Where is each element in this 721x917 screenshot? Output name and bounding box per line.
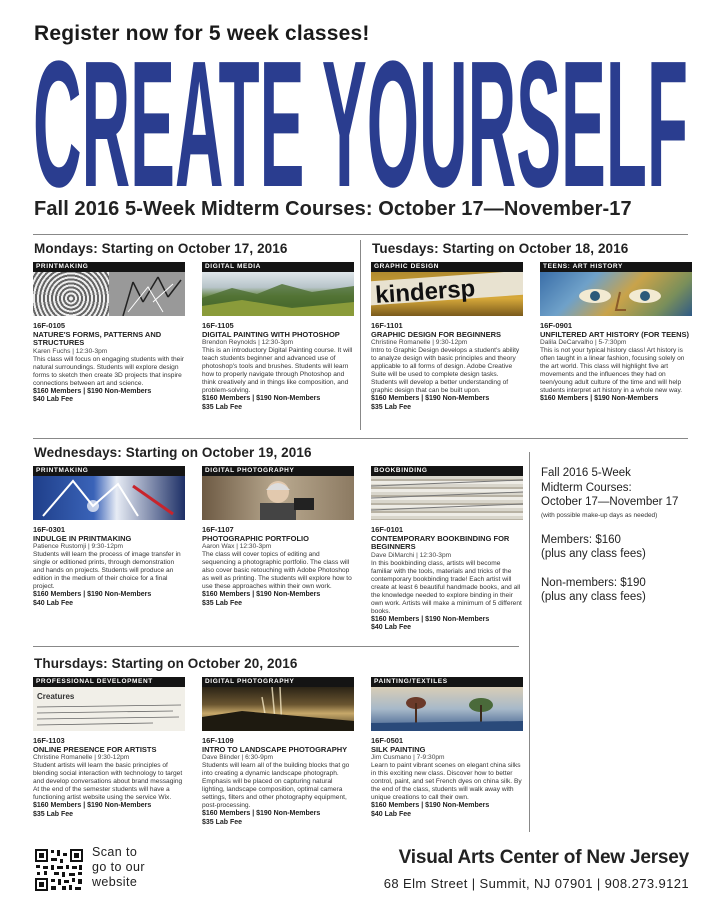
landscape-painting-image xyxy=(202,272,354,316)
course-title: SILK PAINTING xyxy=(371,744,426,754)
course-description: This class will focus on engaging students with their natural surroundings. Students will explore design forms to sketch then create 3D projects that inspire connections between art and science. xyxy=(33,355,184,387)
course-description: Student artists will learn the basic principles of blending social interaction with technology to target and develop conversations about brand messaging At the end of the semester students will have a functioning artist website using the service Wix. xyxy=(33,762,183,801)
course-instructor: Aaron Wax | 12:30-3pm xyxy=(202,543,272,550)
category-label: PRINTMAKING xyxy=(33,262,185,272)
waterfall-photo-image xyxy=(202,687,354,731)
qr-code-icon[interactable] xyxy=(34,848,84,892)
register-headline: Register now for 5 week classes! xyxy=(34,22,370,45)
course-card-16f-0901 xyxy=(540,262,692,404)
course-title: CONTEMPORARY BOOKBINDING FOR BEGINNERS xyxy=(371,533,510,551)
scan-text: website xyxy=(92,875,138,889)
course-price: $160 Members | $190 Non-Members xyxy=(33,802,152,809)
bookbinding-image xyxy=(371,476,523,520)
course-instructor: Christine Romanelle | 9:30-12pm xyxy=(33,754,130,761)
category-label: PRINTMAKING xyxy=(33,466,185,476)
course-price: $160 Members | $190 Non-Members xyxy=(202,395,321,402)
thumb-lettering: kindersp xyxy=(374,275,477,309)
course-price: $160 Members | $190 Non-Members xyxy=(371,615,490,623)
course-lab-fee: $40 Lab Fee xyxy=(33,396,74,403)
course-description: The class will cover topics of editing and sequencing a photographic portfolio. The class will also cover basic retouching with Adobe Photoshop as well as printing. The students will explore how to use these approaches within their own work. xyxy=(202,551,352,590)
day-heading-monday: Mondays: Starting on October 17, 2016 xyxy=(34,241,288,256)
sidebar-note: (with possible make-up days as needed) xyxy=(541,511,658,519)
category-label: DIGITAL PHOTOGRAPHY xyxy=(202,677,354,687)
coral-image xyxy=(33,272,185,316)
course-title: INDULGE IN PRINTMAKING xyxy=(33,533,132,543)
course-thumbnail xyxy=(540,262,692,316)
course-price: $160 Members | $190 Non-Members xyxy=(33,591,152,598)
scan-text: go to our xyxy=(92,860,145,874)
term-subtitle: Fall 2016 5-Week Midterm Courses: October 17—November-17 xyxy=(34,198,632,220)
silk-painting-image xyxy=(371,687,523,731)
column-divider xyxy=(360,240,361,430)
course-title: PHOTOGRAPHIC PORTFOLIO xyxy=(202,533,309,543)
course-lab-fee: $35 Lab Fee xyxy=(202,403,243,411)
nonmembers-price: Non-members: $190 xyxy=(541,576,646,589)
course-title: NATURE'S FORMS, PATTERNS AND STRUCTURES xyxy=(33,329,162,347)
course-description: Learn to paint vibrant scenes on elegant china silks in this exciting new class. Discover how to better control, paint, and set French dyes on china silk. By the end of the class, students will walk away with unique creations to call their own. xyxy=(371,762,522,801)
members-price: Members: $160 xyxy=(541,533,621,546)
course-card-16f-0301 xyxy=(33,466,185,608)
course-price: $160 Members | $190 Non-Members xyxy=(371,802,490,809)
column-divider xyxy=(529,452,530,832)
course-thumbnail xyxy=(371,262,523,316)
sidebar-heading: Fall 2016 5-Week xyxy=(541,467,631,479)
hero-title-text: CREATE YOURSELF xyxy=(33,44,688,194)
scan-text: Scan to xyxy=(92,845,138,859)
course-thumbnail xyxy=(202,677,354,731)
category-label: BOOKBINDING xyxy=(371,466,523,476)
course-thumbnail xyxy=(202,262,354,316)
course-instructor: Brendon Reynolds | 12:30-3pm xyxy=(202,339,294,346)
category-label: TEENS: ART HISTORY xyxy=(540,262,692,272)
course-instructor: Dave Blinder | 6:30-9pm xyxy=(202,754,273,761)
nonmembers-price-note: (plus any class fees) xyxy=(541,591,646,603)
course-card-16f-0105 xyxy=(33,262,185,405)
members-price-note: (plus any class fees) xyxy=(541,548,646,560)
course-description: This is not your typical history class! Art history is often taught in a linear fashion, focusing solely on the art world. This class will highlight five art movements and the influences they had on teen/young adult culture of the time and will help students interpret art history in a whole new way. xyxy=(540,347,685,394)
divider xyxy=(33,234,688,235)
course-lab-fee: $40 Lab Fee xyxy=(33,599,74,607)
course-code: 16F-0105 xyxy=(33,321,66,330)
course-title: DIGITAL PAINTING WITH PHOTOSHOP xyxy=(202,329,340,339)
course-lab-fee: $35 Lab Fee xyxy=(33,810,74,818)
day-heading-tuesday: Tuesdays: Starting on October 18, 2016 xyxy=(372,241,629,256)
course-price: $160 Members | $190 Non-Members xyxy=(371,395,490,402)
organization-address: 68 Elm Street | Summit, NJ 07901 | 908.273.9121 xyxy=(383,876,689,891)
course-lab-fee: $40 Lab Fee xyxy=(371,810,412,818)
course-card-16f-1107 xyxy=(202,466,354,608)
category-label: PAINTING/TEXTILES xyxy=(371,677,523,687)
course-description: Students will learn the process of image transfer in single or editioned prints, through demonstration and hands on projects. Students will produce an edition in the medium of their choice for a final project. xyxy=(33,551,181,590)
course-lab-fee: $40 Lab Fee xyxy=(371,624,412,631)
category-label: DIGITAL PHOTOGRAPHY xyxy=(202,466,354,476)
course-title: UNFILTERED ART HISTORY (FOR TEENS) xyxy=(540,329,690,339)
course-thumbnail xyxy=(33,262,185,316)
course-instructor: Jim Cusmano | 7-9:30pm xyxy=(371,754,445,761)
course-description: Intro to Graphic Design develops a student's ability to analyze design with basic principles and theory applicable to all forms of design. Adobe Creative Suite will be used to complete design tasks. Students will develop a better understanding of graphic design that can be built upon. xyxy=(371,347,520,394)
course-card-16f-1109 xyxy=(202,677,354,827)
course-code: 16F-1107 xyxy=(202,525,234,534)
course-code: 16F-1109 xyxy=(202,736,234,745)
course-code: 16F-0501 xyxy=(371,736,404,745)
scan-instruction xyxy=(92,845,172,890)
course-description: In this bookbinding class, artists will become familiar with the tools, materials and tricks of the contemporary bookbinding trade! Each artist will create at least 6 beautiful handmade books, and all the knowledge needed to explore binding in their own work. Artists will make a minimum of 5 different books. xyxy=(371,559,522,615)
course-thumbnail xyxy=(202,466,354,520)
sidebar-heading: October 17—November 17 xyxy=(541,496,679,508)
course-card-16f-0101 xyxy=(371,466,523,633)
course-description: Students will learn all of the building blocks that go into creating a dynamic landscape photograph. Emphasis will be placed on capturing natural lighting, landscape composition, optimal camera settings, filters and other photography equipment, post-processing. xyxy=(202,762,350,809)
course-code: 16F-0901 xyxy=(540,321,573,330)
course-card-16f-0501 xyxy=(371,677,523,819)
course-title: GRAPHIC DESIGN FOR BEGINNERS xyxy=(371,329,502,339)
category-label: DIGITAL MEDIA xyxy=(202,262,354,272)
course-code: 16F-1105 xyxy=(202,321,234,330)
course-instructor: Dave DiMarchi | 12:30-3pm xyxy=(371,551,452,559)
hero-title xyxy=(33,44,688,194)
day-heading-wednesday: Wednesdays: Starting on October 19, 2016 xyxy=(34,445,312,460)
course-code: 16F-1101 xyxy=(371,321,403,330)
course-instructor: Christine Romanelle | 9:30-12pm xyxy=(371,339,468,346)
course-lab-fee: $35 Lab Fee xyxy=(202,599,243,607)
course-instructor: Karen Fuchs | 12:30-3pm xyxy=(33,347,108,355)
print-artwork-image xyxy=(33,476,185,520)
course-instructor: Patience Rustomji | 9:30-12pm xyxy=(33,543,124,550)
course-thumbnail xyxy=(33,466,185,520)
course-price: $160 Members | $190 Non-Members xyxy=(540,395,659,402)
course-description: This is an introductory Digital Painting course. It will teach students beginner and advanced use of photoshop's tools and brushes. Students will learn how to properly navigate through Photoshop and think creatively and in things like composition, and problem-solving. xyxy=(202,347,353,394)
course-price: $160 Members | $190 Non-Members xyxy=(202,810,321,817)
course-title: INTRO TO LANDSCAPE PHOTOGRAPHY xyxy=(202,744,348,754)
course-thumbnail xyxy=(33,677,185,731)
divider xyxy=(33,646,519,647)
category-label: PROFESSIONAL DEVELOPMENT xyxy=(33,677,185,687)
course-price: $160 Members | $190 Non-Members xyxy=(33,387,152,395)
course-lab-fee: $35 Lab Fee xyxy=(202,818,243,826)
course-lab-fee: $35 Lab Fee xyxy=(371,403,412,411)
portrait-painting-image xyxy=(540,272,692,316)
photographer-portrait-image xyxy=(202,476,354,520)
course-title: ONLINE PRESENCE FOR ARTISTS xyxy=(33,744,157,754)
day-heading-thursday: Thursdays: Starting on October 20, 2016 xyxy=(34,656,298,671)
pricing-sidebar xyxy=(541,466,711,605)
course-card-16f-1105 xyxy=(202,262,354,412)
sidebar-heading: Midterm Courses: xyxy=(541,481,632,494)
sign-lettering-image xyxy=(371,272,523,316)
course-thumbnail xyxy=(371,466,523,520)
course-thumbnail xyxy=(371,677,523,731)
divider xyxy=(33,438,688,439)
course-instructor: Dalila DeCarvalho | 5-7:30pm xyxy=(540,339,627,346)
thumb-lettering: Creatures xyxy=(37,692,75,701)
course-code: 16F-0301 xyxy=(33,525,66,534)
course-code: 16F-0101 xyxy=(371,525,404,534)
course-card-16f-1103 xyxy=(33,677,185,819)
course-code: 16F-1103 xyxy=(33,736,65,745)
course-price: $160 Members | $190 Non-Members xyxy=(202,591,321,598)
category-label: GRAPHIC DESIGN xyxy=(371,262,523,272)
course-card-16f-1101 xyxy=(371,262,523,412)
organization-name: Visual Arts Center of New Jersey xyxy=(398,847,689,868)
handwritten-page-image xyxy=(33,687,185,731)
